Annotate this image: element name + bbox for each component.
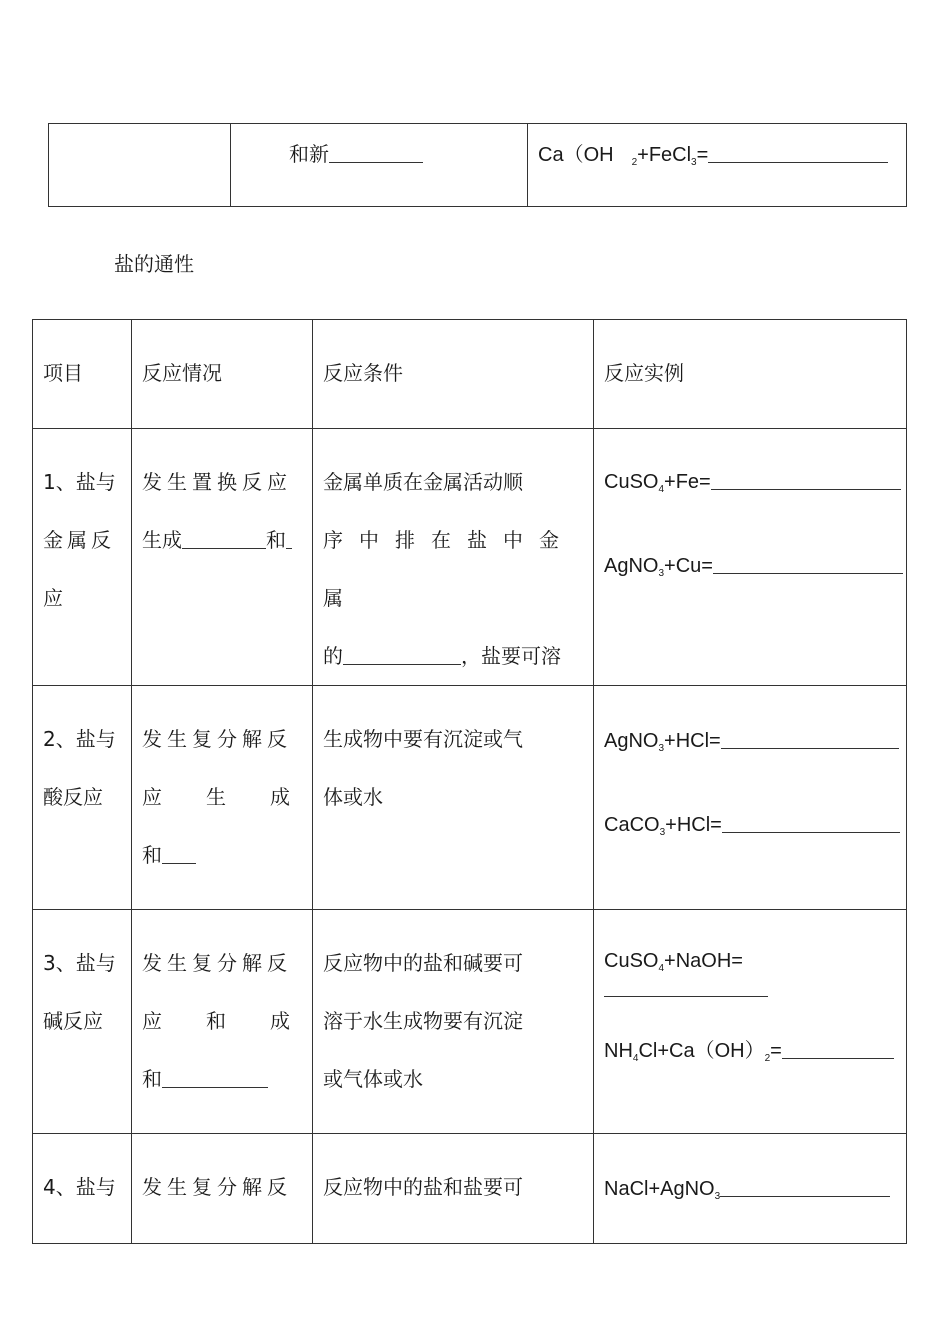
situation-text: 成 (270, 785, 290, 809)
top-cell-empty (49, 124, 231, 207)
subscript: 3 (714, 1191, 721, 1202)
situation-cell (132, 1134, 313, 1244)
condition-line: 体或水 (323, 785, 383, 809)
item-line: 2、盐与 (43, 727, 116, 751)
situation-text: 生 (206, 785, 226, 809)
formula-text: CuSO (604, 471, 659, 493)
formula-text: +FeCl (637, 144, 692, 166)
item-line: 应 (43, 586, 63, 610)
item-cell (33, 1134, 132, 1244)
condition-line: 金属单质在金属活动顺 (323, 470, 523, 494)
formula-text: +Cu= (664, 555, 713, 577)
situation-text: 和 (206, 1009, 226, 1033)
item-line: 1、盐与 (43, 470, 116, 494)
situation-line: 发生复分解反 (142, 951, 292, 975)
formula-text: AgNO (604, 555, 659, 577)
subscript: 4 (658, 963, 665, 974)
header-item: 项目 (43, 361, 83, 385)
salt-properties-table (32, 319, 907, 1244)
condition-cell (313, 910, 594, 1134)
table-row (33, 429, 907, 686)
answer-blank[interactable] (782, 1036, 894, 1059)
condition-line: 反应物中的盐和盐要可 (323, 1175, 523, 1199)
formula-text: AgNO (604, 730, 659, 752)
answer-blank[interactable] (721, 726, 899, 749)
formula-text: Ca（OH (538, 144, 614, 166)
condition-text: 的 (323, 644, 343, 668)
item-cell (33, 686, 132, 910)
condition-line: 序中排在盐中金属 (323, 528, 575, 610)
answer-blank[interactable] (720, 1174, 890, 1197)
situation-text: 和 (142, 843, 162, 867)
item-line: 3、盐与 (43, 951, 116, 975)
example-cell (594, 429, 907, 686)
condition-cell (313, 1134, 594, 1244)
header-row (33, 320, 907, 429)
subscript: 2 (631, 157, 638, 168)
item-line: 碱反应 (43, 1009, 103, 1033)
answer-blank[interactable] (182, 526, 266, 549)
header-cell (594, 320, 907, 429)
answer-blank[interactable] (286, 526, 292, 549)
header-situation: 反应情况 (142, 361, 222, 385)
condition-line: 生成物中要有沉淀或气 (323, 727, 523, 751)
header-example: 反应实例 (604, 361, 684, 385)
subscript: 3 (658, 568, 665, 579)
situation-line: 发生复分解反 (142, 1175, 292, 1199)
condition-line: 反应物中的盐和碱要可 (323, 951, 523, 975)
section-title: 盐的通性 (114, 252, 194, 276)
formula-text: = (770, 1040, 782, 1062)
subscript: 2 (764, 1053, 771, 1064)
header-cell (313, 320, 594, 429)
answer-blank[interactable] (343, 642, 461, 665)
answer-blank[interactable] (708, 140, 888, 163)
situation-text: 应 (142, 1009, 162, 1033)
subscript: 3 (659, 827, 666, 838)
situation-text: 和 (266, 528, 286, 552)
condition-cell (313, 686, 594, 910)
situation-text: 和 (142, 1067, 162, 1091)
answer-blank[interactable] (722, 810, 900, 833)
situation-cell (132, 429, 313, 686)
table-row (33, 686, 907, 910)
situation-cell (132, 910, 313, 1134)
example-cell (594, 686, 907, 910)
condition-line: 溶于水生成物要有沉淀 (323, 1009, 523, 1033)
situation-cell (132, 686, 313, 910)
formula-text: +Fe= (664, 471, 711, 493)
subscript: 3 (658, 743, 665, 754)
answer-blank[interactable] (604, 974, 768, 997)
answer-blank[interactable] (711, 467, 901, 490)
table-row (33, 910, 907, 1134)
formula-text: +NaOH= (664, 950, 743, 972)
formula-text: = (696, 144, 709, 166)
top-table (48, 123, 907, 207)
subscript: 4 (658, 484, 665, 495)
condition-text: ，盐要可溶 (461, 644, 561, 668)
top-cell-3 (528, 124, 907, 207)
formula-text: Cl+Ca（OH） (638, 1040, 765, 1062)
header-cell (33, 320, 132, 429)
formula-text: CuSO (604, 950, 659, 972)
answer-blank[interactable] (162, 1065, 268, 1088)
item-line: 酸反应 (43, 785, 103, 809)
example-cell (594, 1134, 907, 1244)
subscript: 4 (632, 1053, 639, 1064)
formula-text: +HCl= (665, 814, 722, 836)
formula-text: CaCO (604, 814, 660, 836)
condition-line: 或气体或水 (323, 1067, 423, 1091)
subscript: 3 (691, 157, 697, 168)
item-line: 4、盐与 (43, 1175, 116, 1199)
answer-blank[interactable] (162, 841, 196, 864)
condition-cell (313, 429, 594, 686)
top-cell-2-text: 和新 (289, 142, 329, 166)
header-condition: 反应条件 (323, 361, 403, 385)
item-cell (33, 910, 132, 1134)
formula-text: NH (604, 1040, 633, 1062)
answer-blank[interactable] (713, 551, 903, 574)
item-line: 金属反 (43, 528, 115, 552)
answer-blank[interactable] (329, 140, 423, 163)
item-cell (33, 429, 132, 686)
situation-line: 发生置换反应 (142, 470, 292, 494)
situation-text: 生成 (142, 528, 182, 552)
situation-line: 发生复分解反 (142, 727, 292, 751)
formula-text: +HCl= (664, 730, 721, 752)
example-cell (594, 910, 907, 1134)
situation-text: 应 (142, 785, 162, 809)
header-cell (132, 320, 313, 429)
top-cell-2 (231, 124, 528, 207)
table-row (33, 1134, 907, 1244)
situation-text: 成 (270, 1009, 290, 1033)
formula-text: NaCl+AgNO (604, 1178, 715, 1200)
